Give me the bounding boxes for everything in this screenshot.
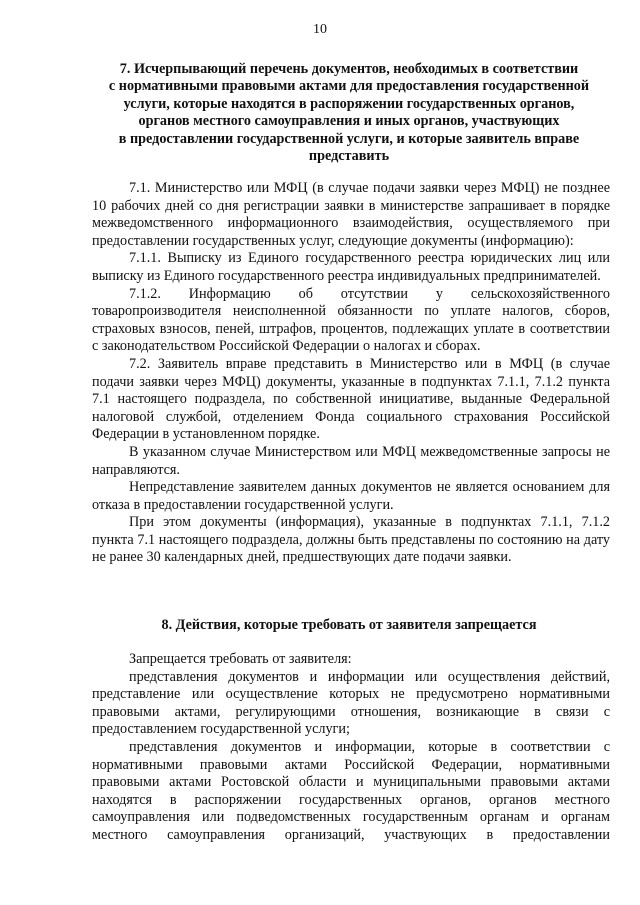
section-8-body — [92, 651, 610, 845]
paragraph-non-submission: Непредставление заявителем данных документов не является основанием для отказа в предоставлении государственной услуги. — [92, 479, 610, 513]
section-7-heading-line: 7. Исчерпывающий перечень документов, необходимых в соответствии — [119, 61, 579, 77]
page-number: 10 — [313, 22, 327, 37]
paragraph-prohibited-item-2: представления документов и информации, которые в соответствии с нормативными правовыми актами Российской Федерации, нормативными правовыми актами Ростовской области и муниципальными правовыми актами находятся в распоряжении государственных органов, органов местного самоуправления или подведомственных государственным органам и органам местного самоуправления организаций, участвующих в предоставлении — [92, 738, 610, 843]
paragraph-validity-date: При этом документы (информация), указанные в подпунктах 7.1.1, 7.1.2 пункта 7.1 настоящего подраздела, должны быть представлены по состоянию на дату не ранее 30 календарных дней, предшествующих дате подачи заявки. — [92, 514, 610, 566]
section-7-heading — [88, 61, 610, 165]
paragraph-7-1-1: 7.1.1. Выписку из Единого государственного реестра юридических лиц или выписку из Единого государственного реестра индивидуальных предпринимателей. — [92, 250, 610, 284]
section-7-heading-line: услуги, которые находятся в распоряжении государственных органов, — [123, 95, 575, 112]
section-7-body — [92, 180, 610, 567]
section-7-heading-line: с нормативными правовыми актами для предоставления государственной — [108, 78, 590, 95]
section-7-heading-line: представить — [308, 148, 390, 165]
paragraph-7-1-2: 7.1.2. Информацию об отсутствии у сельскохозяйственного товаропроизводителя неисполненной обязанности по уплате налогов, сборов, страховых взносов, пеней, штрафов, процентов, подлежащих уплате в соответствии с законодательством Российской Федерации о налогах и сборах. — [92, 285, 610, 355]
section-7-heading-line: в предоставлении государственной услуги, и которые заявитель вправе — [118, 130, 580, 147]
paragraph-no-requests: В указанном случае Министерством или МФЦ межведомственные запросы не направляются. — [92, 443, 610, 478]
paragraph-prohibited-item-1: представления документов и информации или осуществления действий, представление или осуществление которых не предусмотрено нормативными правовыми актами, регулирующими отношения, возникающие в связи с предоставлением государственной услуги; — [92, 668, 610, 738]
paragraph-7-1: 7.1. Министерство или МФЦ (в случае подачи заявки через МФЦ) не позднее 10 рабочих дней со дня регистрации заявки в министерстве запрашивает в порядке межведомственного информационного взаимодействия, осуществляемого при предоставлении государственных услуг, следующие документы (информацию): — [92, 180, 610, 249]
paragraph-7-2: 7.2. Заявитель вправе представить в Министерство или в МФЦ (в случае подачи заявки через МФЦ) документы, указанные в подпунктах 7.1.1, 7.1.2 пункта 7.1 настоящего подраздела, по собственной инициативе, выданные Федеральной налоговой службой, отделением Фонда социального страхования Российской Федерации в установленном порядке. — [92, 355, 610, 443]
section-8-heading: 8. Действия, которые требовать от заявителя запрещается — [161, 617, 537, 633]
paragraph-prohibited-intro: Запрещается требовать от заявителя: — [129, 651, 352, 667]
section-7-heading-line: органов местного самоуправления и иных органов, участвующих — [138, 113, 560, 130]
